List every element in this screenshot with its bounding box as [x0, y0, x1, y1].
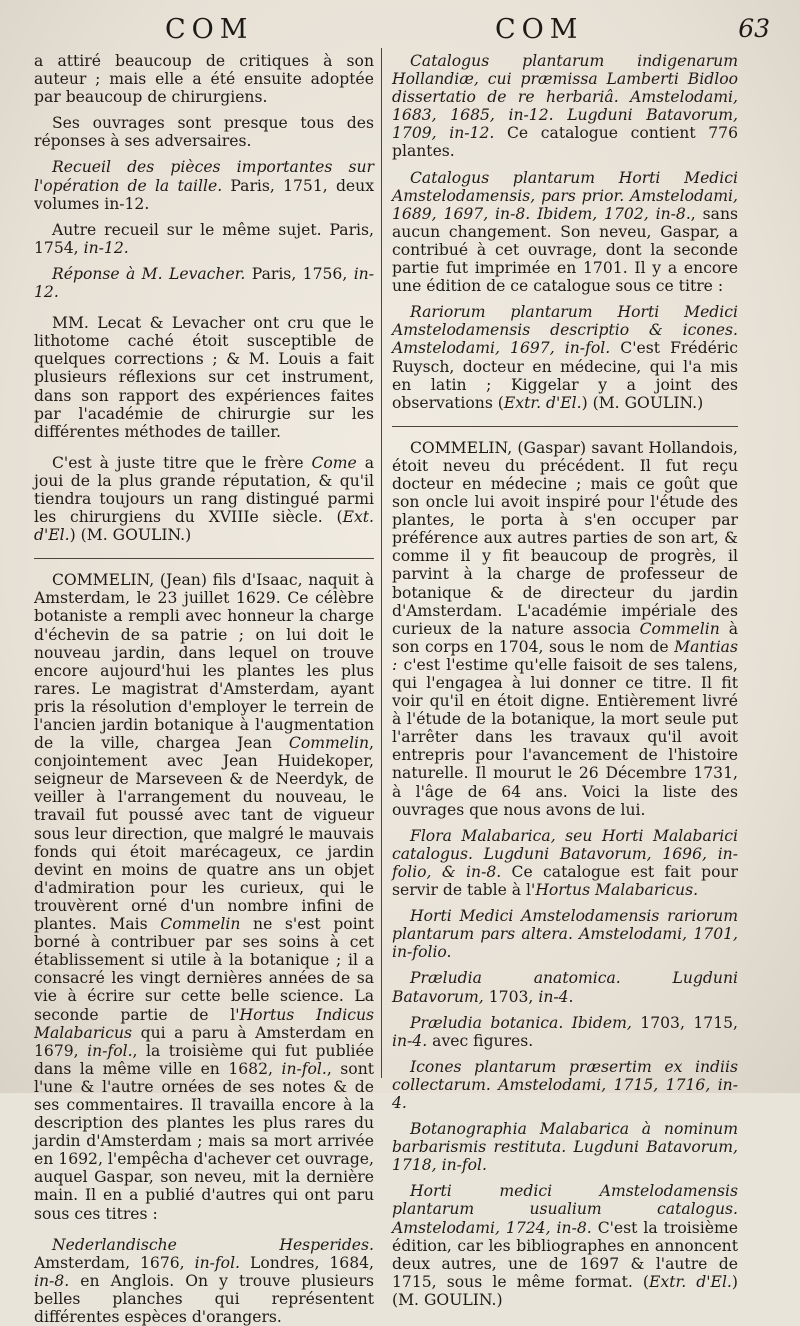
paragraph-works: Ses ouvrages sont presque tous des réponses à ses adversaires.	[34, 114, 374, 151]
entry-title: Præludia botanica. Ibidem,	[410, 1013, 632, 1032]
running-head-right: COM	[495, 14, 584, 45]
entry-details: Autre recueil sur le même sujet. Paris, 1754,	[34, 220, 374, 257]
entry-title: Rariorum plantarum Horti Medici Amstelodamensis descriptio & icones. Amstelodami, 1697,	[392, 303, 738, 358]
text-run: ne s'est point borné à contribuer par ses soins à cet établissement si utile à la botanique ; il a consacré les vingt dernières années de sa vie à écrire sur cette belle science. La seconde partie de l'	[34, 915, 374, 1024]
article-commelin-gaspar	[392, 439, 738, 819]
text-run: qui a paru à Amsterdam en 1679,	[34, 1023, 374, 1060]
text-run: ) (M. GOULIN.)	[392, 1272, 738, 1309]
running-head-left: COM	[165, 14, 254, 45]
text-run: avec figures.	[427, 1031, 534, 1050]
text-run: 1703,	[483, 987, 539, 1006]
entry-format: in-fol.	[564, 339, 611, 358]
text-run: , la troisième qui fut publiée dans la même ville en 1682,	[34, 1041, 374, 1078]
column-divider	[381, 48, 382, 1078]
entry-title: Horti medici Amstelodamensis plantarum usualium catalogus. Amstelodami, 1724, in-8.	[392, 1182, 738, 1237]
person-name: Commelin	[288, 734, 370, 753]
text-run: ) (M. GOULIN.)	[69, 526, 192, 545]
entry-title: Catalogus plantarum Horti Medici Amstelodamensis, pars prior. Amstelodami, 1689, 1697, in-8. Ibidem, 1702, in-8.	[392, 168, 738, 223]
text-run: à son corps en 1704, sous le nom de	[392, 619, 738, 656]
right-column	[392, 52, 738, 1309]
entry-format: in-fol.	[194, 1253, 241, 1272]
bibliography-entry	[392, 303, 738, 412]
entry-format: in-4.	[538, 987, 574, 1006]
page-number: 63	[738, 14, 770, 43]
text-run: 1703, 1715,	[631, 1013, 738, 1032]
entry-title: Præludia anatomica. Lugduni Batavorum,	[392, 969, 738, 1006]
bibliography-entry	[34, 158, 374, 212]
entry-format: in-12.	[83, 238, 129, 257]
person-name: Commelin	[639, 619, 720, 638]
bibliography-entry	[392, 1182, 738, 1309]
bibliography-entry	[34, 221, 374, 257]
text-run: C'est la troisième édition, car les bibliographes en annoncent deux autres, une de 1697 & l'autre de 1715, sous le même format. (	[392, 1218, 738, 1291]
article-separator	[34, 558, 374, 559]
bibliography-entry	[34, 265, 374, 301]
text-run: Ce catalogue contient 776 plantes.	[392, 124, 738, 161]
text-run: c'est l'estime qu'elle faisoit de ses talens, qui l'engagea à lui donner ce titre. Il fit voir qu'il en étoit digne. Entièrement livré à l'étude de la botanique, la mort seule put l'arrêter dans les travaux qu'il avoit entrepris pour l'avancement de l'histoire naturelle. Il mourut le 26 Décembre 1731, à l'âge de 64 ans. Voici la liste des ouvrages que nous avons de lui.	[392, 655, 738, 819]
entry-title: Recueil des pièces importantes sur l'opération de la taille.	[34, 158, 374, 195]
text-run: Amsterdam, 1676,	[34, 1253, 195, 1272]
text-run: en Anglois. On y trouve plusieurs belles planches qui représentent différentes espèces d'orangers.	[34, 1271, 374, 1326]
text-run: a joui de la plus grande réputation, & qu'il tiendra toujours un rang distingué parmi les chirurgiens du XVIIIe siècle. (	[34, 453, 374, 527]
bibliography-entry	[392, 52, 738, 161]
entry-format: in-8.	[34, 1271, 70, 1290]
bibliography-entry	[392, 969, 738, 1005]
text-run: , conjointement avec Jean Huidekoper, seigneur de Marseveen & de Neerdyk, de veiller à l'arrangement du nouveau, le travail fut poussé avec tant de vigueur sous leur direction, que malgré le mauvais fonds qui étoit marécageux, ce jardin devint en moins de quatre ans un objet d'admiration pour les curieux, qui le trouvèrent orné d'un nombre infini de plantes. Mais	[34, 734, 374, 934]
source-abbrev: Extr. d'El.	[503, 393, 582, 412]
text-run: C'est Frédéric Ruysch, docteur en médecine, qui l'a mis en latin ; Kiggelar y a joint des observations (	[392, 339, 738, 412]
entry-details: Paris, 1756,	[251, 264, 354, 283]
bibliography-entry	[392, 1014, 738, 1050]
work-title: Hortus Malabaricus.	[535, 881, 699, 900]
text-run: Londres, 1684,	[240, 1253, 375, 1272]
entry-title: Nederlandische Hesperides.	[52, 1235, 374, 1254]
entry-title: Catalogus plantarum indigenarum Hollandiæ, cui præmissa Lamberti Bidloo dissertatio de re herbariâ. Amstelodami, 1683, 1685, in-12. Lugduni Batavorum, 1709, in-12.	[392, 52, 738, 143]
text-run: ) (M. GOULIN.)	[581, 393, 704, 412]
article-separator	[392, 426, 738, 427]
entry-title: Flora Malabarica, seu Horti Malabarici catalogus. Lugduni Batavorum, 1696, in-folio, & in-8.	[392, 826, 738, 881]
text-run: , sans aucun changement. Son neveu, Gaspar, a contribué à cet ouvrage, dont la seconde partie fut imprimée en 1701. Il y a encore une édition de ce catalogue sous ce titre :	[392, 204, 738, 296]
text-run: , sont l'une & l'autre ornées de ses notes & de ses commentaires. Il travailla encore à la description des plantes les plus rares du jardin d'Amsterdam ; mais sa mort arrivée en 1692, l'empêcha d'achever cet ouvrage, auquel Gaspar, son neveu, mit la dernière main. Il en a publié d'autres qui ont paru sous ces titres :	[34, 1059, 374, 1223]
text-run: COMMELIN, (Gaspar) savant Hollandois, étoit neveu du précédent. Il fut reçu docteur en médecine ; mais ce goût que son oncle lui avoit inspiré pour l'étude des plantes, le porta à s'en occuper par préférence aux autres parties de son art, & comme il y fit beaucoup de progrès, il parvint à la charge de professeur de botanique & de directeur du jardin d'Amsterdam. L'académie impériale des curieux de la nature associa	[392, 438, 738, 638]
article-commelin-jean	[34, 571, 374, 1222]
bibliography-entry: Horti Medici Amstelodamensis rariorum plantarum pars altera. Amstelodami, 1701, in-folio.	[392, 907, 738, 962]
bibliography-entry	[34, 1236, 374, 1326]
text-run: C'est à juste titre que le frère	[52, 453, 312, 472]
entry-format: in-fol.	[281, 1059, 327, 1078]
entry-title: Réponse à M. Levacher.	[52, 264, 246, 283]
entry-details: Paris, 1751, deux volumes in-12.	[34, 176, 374, 213]
text-run: Ce catalogue est fait pour servir de table à l'	[392, 862, 738, 900]
source-abbrev: Extr. d'El.	[649, 1272, 732, 1291]
entry-format: in-fol.	[87, 1041, 133, 1060]
bibliography-entry	[392, 827, 738, 899]
entry-format: in-4.	[392, 1031, 428, 1050]
text-run: COMMELIN, (Jean) fils d'Isaac, naquit à Amsterdam, le 23 juillet 1629. Ce célèbre botaniste a rempli avec honneur la charge d'échevin de sa patrie ; on lui doit le nouveau jardin, dans lequel on trouve encore aujourd'hui les plantes les plus rares. Le magistrat d'Amsterdam, ayant pris la résolution d'employer le terrein de l'ancien jardin botanique à l'augmentation de la ville, chargea Jean	[34, 571, 374, 753]
left-column	[34, 52, 374, 1326]
person-name: Commelin	[160, 915, 241, 934]
bibliography-entry: Icones plantarum præsertim ex indiis collectarum. Amstelodami, 1715, 1716, in-4.	[392, 1057, 738, 1112]
source-abbrev: Ext. d'El.	[34, 508, 374, 545]
bibliography-entry: Botanographia Malabarica à nominum barbarismis restituta. Lugduni Batavorum, 1718, in-fol.	[392, 1120, 738, 1175]
person-name: Come	[311, 453, 357, 472]
paragraph-continuation: a attiré beaucoup de critiques à son auteur ; mais elle a été ensuite adoptée par beaucoup de chirurgiens.	[34, 52, 374, 107]
paragraph-lithotome: MM. Lecat & Levacher ont cru que le lithotome caché étoit susceptible de quelques corrections ; & M. Louis a fait plusieurs réflexions sur cet instrument, dans son rapport des expériences faites par l'académie de chirurgie sur les différentes méthodes de tailler.	[34, 314, 374, 441]
academic-name: Mantias :	[392, 637, 738, 674]
work-title: Hortus Indicus Malabaricus	[34, 1005, 374, 1042]
bibliography-entry	[392, 169, 738, 296]
entry-format: in-12.	[34, 264, 374, 302]
paragraph-frere-come	[34, 454, 374, 544]
